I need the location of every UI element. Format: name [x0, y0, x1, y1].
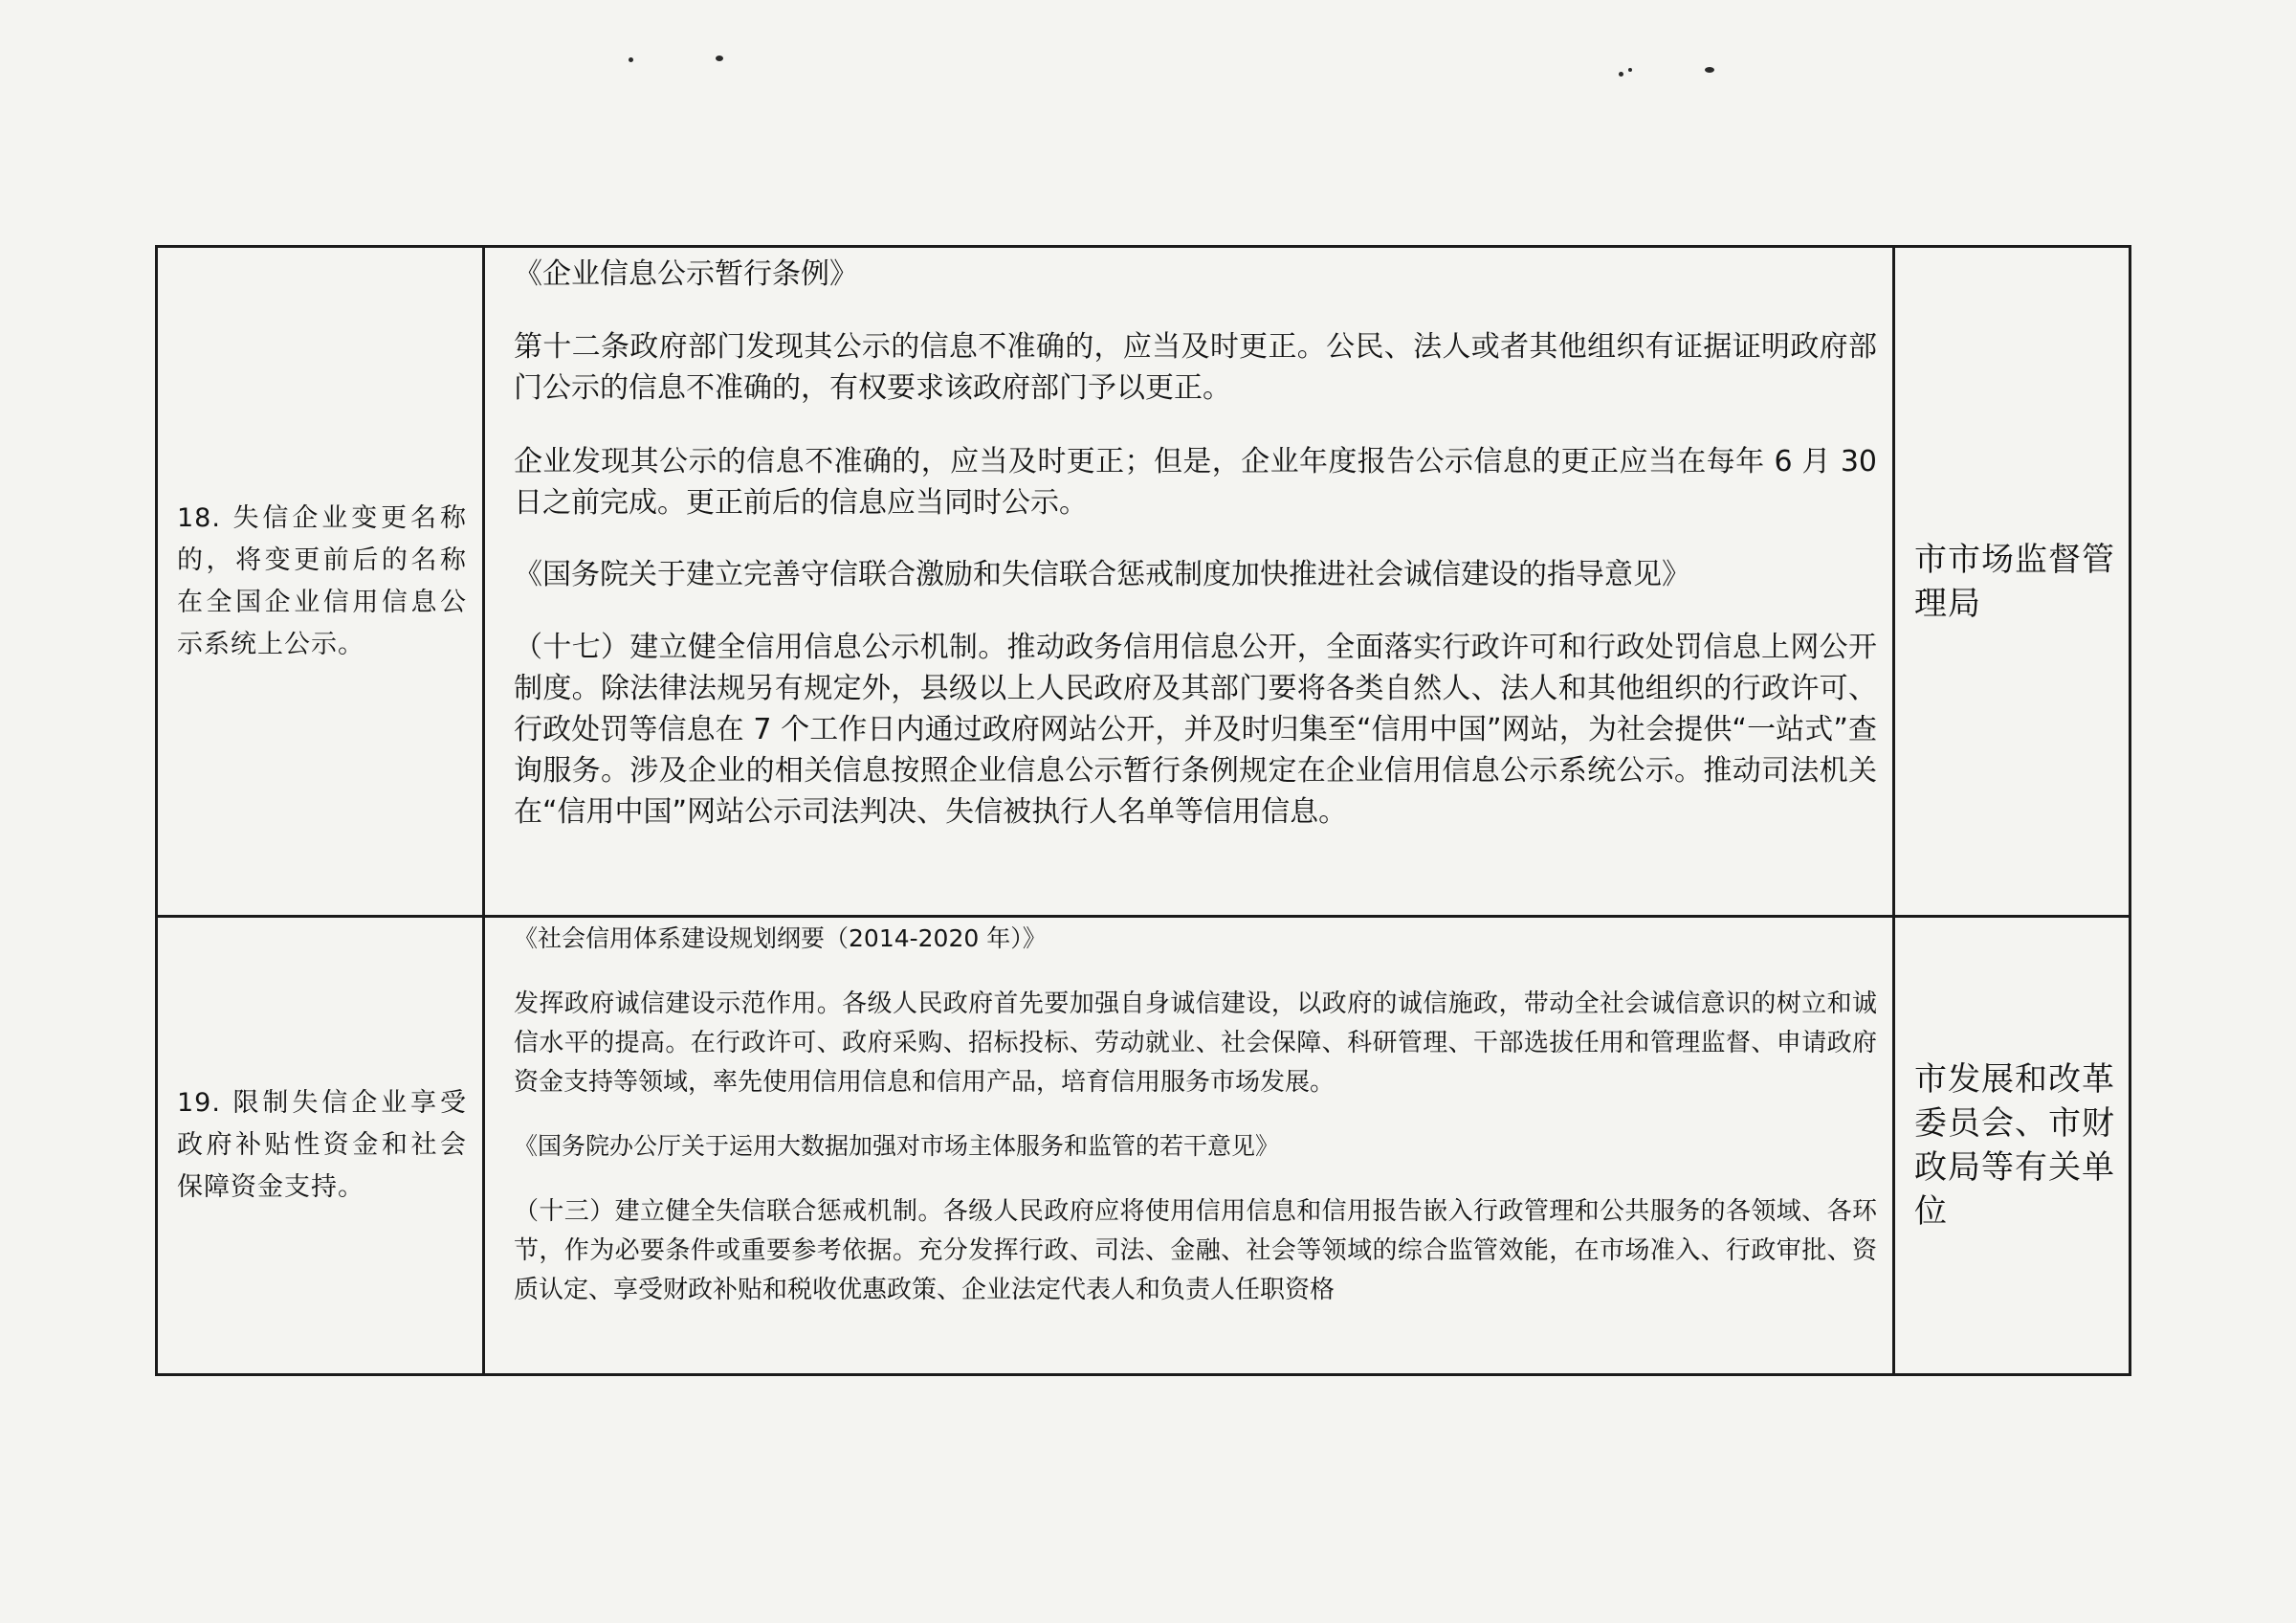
- responsible-department: 市市场监督管理局: [1914, 540, 2115, 623]
- basis-paragraph: 发挥政府诚信建设示范作用。各级人民政府首先要加强自身诚信建设，以政府的诚信施政，带动全社会诚信意识的树立和诚信水平的提高。在行政许可、政府采购、招标投标、劳动就业、社会保障、科研管理、干部选拔任用和管理监督、申请政府资金支持等领域，率先使用信用信息和信用产品，培育信用服务市场发展。: [514, 989, 1877, 1097]
- table-row: [158, 918, 2129, 1373]
- scan-speck: [716, 56, 723, 61]
- table-row: [158, 248, 2129, 918]
- source-title: 《企业信息公示暂行条例》: [514, 257, 858, 291]
- legal-basis-cell: [485, 248, 1895, 915]
- source-title: 《国务院关于建立完善守信联合激励和失信联合惩戒制度加快推进社会诚信建设的指导意见》: [514, 558, 1690, 591]
- scan-speck: [629, 57, 633, 62]
- scan-speck: [1628, 68, 1632, 72]
- basis-paragraph: （十七）建立健全信用信息公示机制。推动政务信用信息公开，全面落实行政许可和行政处罚信息上网公开制度。除法律法规另有规定外，县级以上人民政府及其部门要将各类自然人、法人和其他组织的行政许可、行政处罚等信息在 7 个工作日内通过政府网站公开，并及时归集至“信用中国”网站，为社会提供“一站式”查询服务。涉及企业的相关信息按照企业信息公示暂行条例规定在企业信用信息公示系统公示。推动司法机关在“信用中国”网站公示司法判决、失信被执行人名单等信用信息。: [514, 631, 1877, 829]
- responsible-department: 市发展和改革委员会、市财政局等有关单位: [1914, 1060, 2115, 1231]
- scan-speck: [1619, 72, 1623, 77]
- measure-cell: [158, 918, 485, 1373]
- basis-paragraph: 企业发现其公示的信息不准确的，应当及时更正；但是，企业年度报告公示信息的更正应当在每年 6 月 30 日之前完成。更正前后的信息应当同时公示。: [514, 445, 1877, 520]
- responsible-department-cell: [1895, 918, 2129, 1373]
- source-title: 《国务院办公厅关于运用大数据加强对市场主体服务和监管的若干意见》: [514, 1132, 1280, 1160]
- measure-text: 19. 限制失信企业享受政府补贴性资金和社会保障资金支持。: [177, 1088, 467, 1202]
- basis-paragraph: 第十二条政府部门发现其公示的信息不准确的，应当及时更正。公民、法人或者其他组织有证据证明政府部门公示的信息不准确的，有权要求该政府部门予以更正。: [514, 330, 1877, 405]
- measures-table: [155, 245, 2131, 1376]
- scan-speck: [1705, 67, 1714, 73]
- responsible-department-cell: [1895, 248, 2129, 915]
- measure-cell: [158, 248, 485, 915]
- basis-paragraph: （十三）建立健全失信联合惩戒机制。各级人民政府应将使用信用信息和信用报告嵌入行政管理和公共服务的各领域、各环节，作为必要条件或重要参考依据。充分发挥行政、司法、金融、社会等领域的综合监管效能，在市场准入、行政审批、资质认定、享受财政补贴和税收优惠政策、企业法定代表人和负责人任职资格: [514, 1197, 1877, 1304]
- measure-text: 18. 失信企业变更名称的，将变更前后的名称在全国企业信用信息公示系统上公示。: [177, 502, 467, 659]
- source-title: 《社会信用体系建设规划纲要（2014-2020 年）》: [514, 924, 1047, 952]
- legal-basis-cell: [485, 918, 1895, 1373]
